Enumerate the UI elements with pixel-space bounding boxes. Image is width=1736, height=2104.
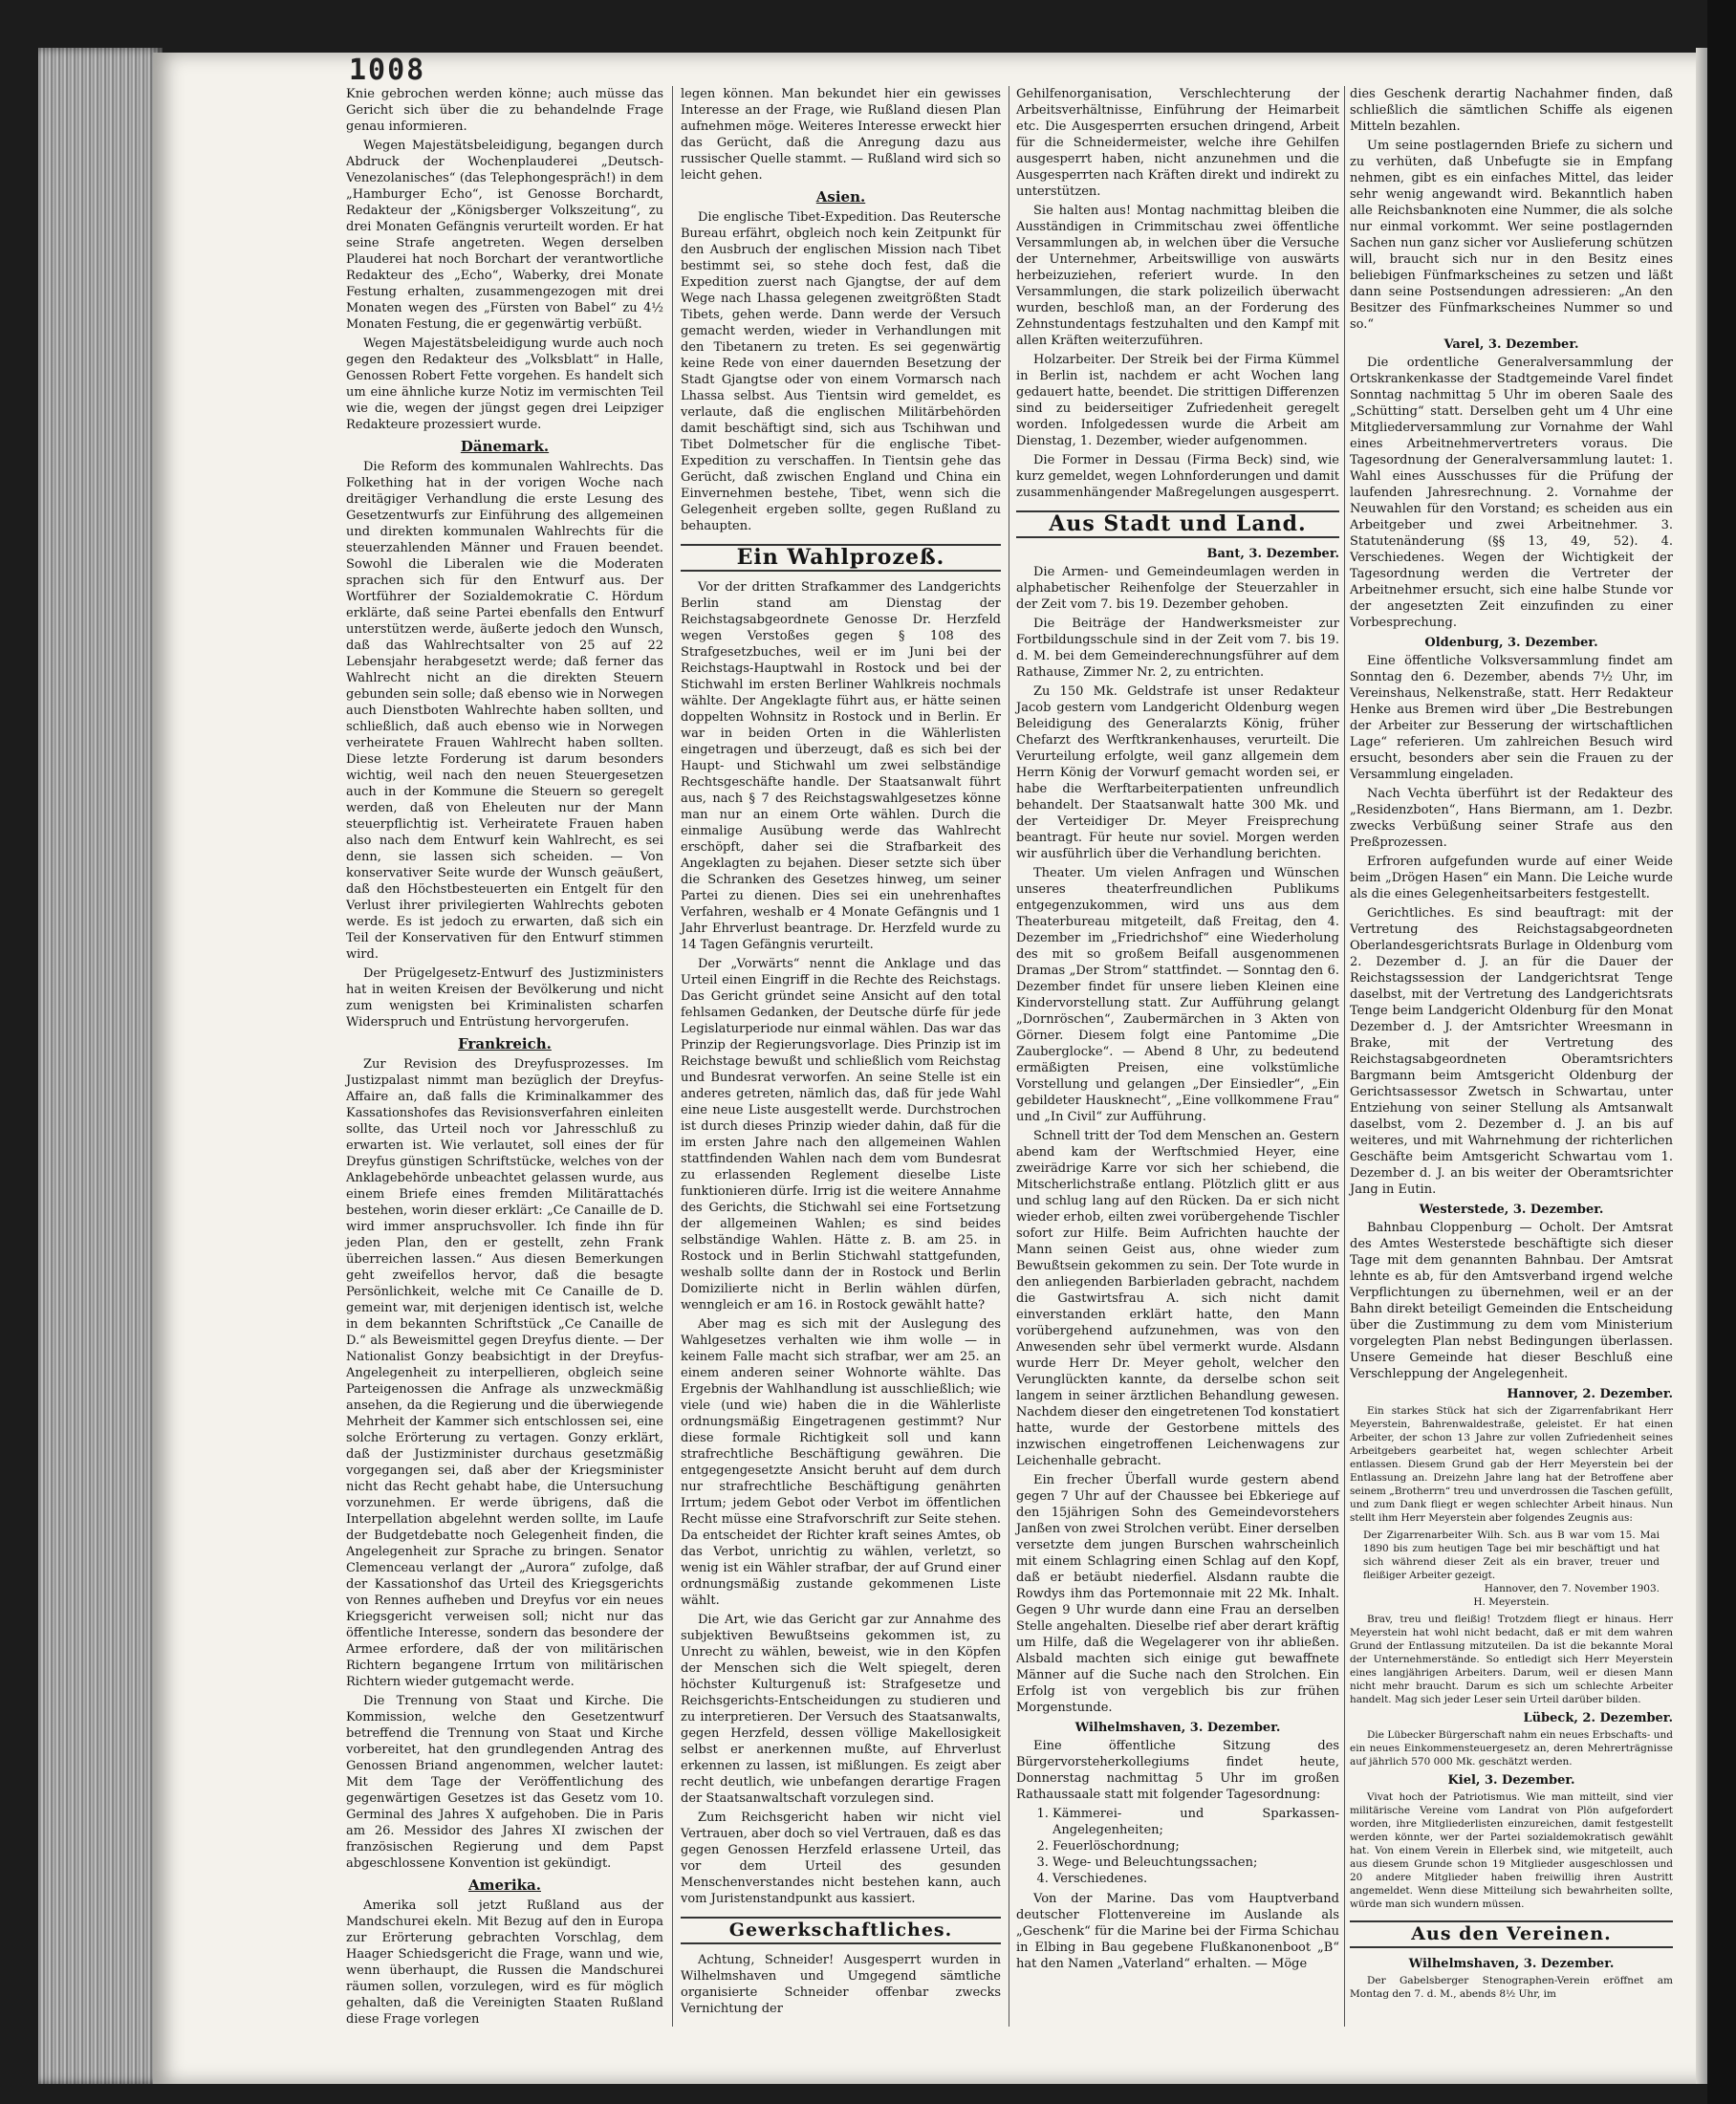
paragraph: Ein starkes Stück hat sich der Zigarrenfabrikant Herr Meyerstein, Bahrenwaldestraße, geleistet. Er hat einen Arbeiter, der schon 13 Jahre zur vollen Zufriedenheit seines Arbeitgebers gearbeitet hat, wegen schlechter Arbeit entlassen. Diesem Grund gab der Herr Meyerstein bei der Entlassung an. Dreizehn Jahre lang hat der Betroffene aber seinem „Brotherrn“ treu und unverdrossen die Taschen gefüllt, und zum Dank fliegt er wegen schlechter Arbeit hinaus. Nun stellt ihm Herr Meyerstein aber folgendes Zeugnis aus: [1350,1405,1673,1524]
list-item: 2. Feuerlöschordnung; [1052,1838,1339,1855]
paragraph: Der „Vorwärts“ nennt die Anklage und das Urteil einen Eingriff in die Rechte des Reichstags. Das Gericht gründet seine Ansicht auf den total fehlsamen Gedanken, der Deutsche dürfe für jede Legislaturperiode nur einmal wählen. Das war das Prinzip der Regierungsvorlage. Dies Prinzip ist im Reichstage bewußt und schließlich vom Reichstag und Bundesrat verworfen. An seine Stelle ist ein anderes getreten, nämlich das, daß für jede Wahl eine neue Liste ausgestellt werde. Durchstrochen ist durch dieses Prinzip wieder dahin, daß für die im ersten Jahre nach den allgemeinen Wahlen stattfindenden Wahlen nach dem vom Bundesrat zu erlassenden Reglement dieselbe Liste funktionieren dürfe. Irrig ist die weitere Annahme des Gerichts, die Stichwahl sei eine Fortsetzung der allgemeinen Wahlen; es sind beides selbständige Wahlen. Hätte z. B. am 25. in Rostock und in Berlin Stichwahl stattgefunden, weshalb sollte dann der in Rostock und Berlin Domizilierte nicht in Berlin wählen dürfen, wenngleich er am 16. in Rostock gewählt hatte? [681,957,1001,1312]
section-heading: Frankreich. [458,1035,552,1052]
paragraph: Holzarbeiter. Der Streik bei der Firma Kümmel in Berlin ist, nachdem er acht Wochen lang gedauert hatte, beendet. Die strittigen Differenzen sind zu beiderseitiger Zufriedenheit geregelt worden. Infolgedessen wurde die Arbeit am Dienstag, 1. Dezember, wieder aufgenommen. [1016,353,1339,448]
section-heading: Amerika. [468,1876,541,1894]
paragraph: Die Former in Dessau (Firma Beck) sind, wie kurz gemeldet, wegen Lohnforderungen und damit zusammenhängender Maßregelungen ausgesperrt. [1016,453,1339,500]
paragraph: Sie halten aus! Montag nachmittag bleiben die Ausständigen in Crimmitschau zwei öffentliche Versammlungen ab, in welchen über die Versuche der Unternehmer, Arbeitswillige von auswärts herbeizuziehen, referiert wurde. In den Versammlungen, die stark polizeilich überwacht wurden, beschloß man, an der Forderung des Zehnstundentags festzuhalten und den Kampf mit allen Kräften weiterzuführen. [1016,204,1339,348]
dateline: Kiel, 3. Dezember. [1447,1773,1575,1788]
dateline: Lübeck, 2. Dezember. [1523,1711,1673,1725]
article-headline: Ein Wahlprozeß. [681,544,1001,572]
paragraph: Zum Reichsgericht haben wir nicht viel Vertrauen, aber doch so viel Vertrauen, daß es das gegen Genossen Herzfeld erlassene Urteil, das vor dem Urteil des gesunden Menschenverstandes nicht bestehen kann, auch vom Juristenstandpunkt aus kassiert. [681,1811,1001,1906]
quoted-certificate [1363,1529,1660,1609]
column-3 [1016,86,1339,1975]
paragraph: Der Gabelsberger Stenographen-Verein eröffnet am Montag den 7. d. M., abends 8½ Uhr, im [1350,1975,1673,2000]
dateline: Wilhelmshaven, 3. Dezember. [1408,1957,1615,1971]
list-item: 1. Kämmerei- und Sparkassen-Angelegenheiten; [1052,1806,1339,1838]
paragraph: Ein frecher Überfall wurde gestern abend gegen 7 Uhr auf der Chaussee bei Ebkeriege auf den 15jährigen Sohn des Gemeindevorstehers Janßen von zwei Strolchen verübt. Einer derselben versetzte dem jungen Burschen wahrscheinlich mit einem Schlagring einen Schlag auf den Kopf, daß er betäubt niederfiel. Alsdann raubte die Rowdys ihm das Portemonnaie mit 22 Mk. Inhalt. Gegen 9 Uhr wurde dann eine Frau an derselben Stelle angehalten. Dieselbe rief aber derart kräftig um Hilfe, daß die Wegelagerer von ihr abließen. Alsbald machten sich einige gut bewaffnete Männer auf die Suche nach den Strolchen. Ein Erfolg ist von vergeblich bis zur frühen Morgenstunde. [1016,1473,1339,1715]
paragraph: Die Reform des kommunalen Wahlrechts. Das Folkething hat in der vorigen Woche nach dreitägiger Verhandlung die erste Lesung des Gesetzentwurfs zur Einführung des allgemeinen und direkten kommunalen Wahlrechts für die steuerzahlenden Männer und Frauen beendet. Sowohl die Liberalen wie die Moderaten sprachen sich für den Entwurf aus. Der Wortführer der Sozialdemokratie C. Hördum erklärte, daß seine Partei ebenfalls den Entwurf unterstützen werde, äußerte jedoch den Wunsch, daß das Wahlrechtsalter von 25 auf 22 Lebensjahr herabgesetzt werde; daß ferner das Wahlrecht nicht an die direkten Steuern gebunden sein solle; daß ebenso wie in Norwegen auch Dienstboten Wahlrechte haben sollten, und schließlich, daß auch ebenso wie in Norwegen verheiratete Frauen Wahlrecht haben sollten. Diese letzte Forderung ist darum besonders wichtig, weil nach den neuen Steuergesetzen auch in der Kommune die Steuern so geregelt werden, daß von Eheleuten nur der Mann steuerpflichtig ist. Verheiratete Frauen haben also nach dem Entwurf kein Wahlrecht, es sei denn, sie lassen sich scheiden. — Von konservativer Seite wurde der Wunsch geäußert, daß den Höchstbesteuerten ein Entgelt für den Verlust ihrer privilegierten Wahlrechts geboten werde. Es ist jedoch zu erwarten, daß sich ein Teil der Konservativen für den Entwurf stimmen wird. [346,460,663,962]
paragraph: Knie gebrochen werden könne; auch müsse das Gericht sich über die zu behandelnde Frage genau informieren. [346,87,663,134]
right-page-edge [1696,48,1707,2084]
paragraph: Um seine postlagernden Briefe zu sichern und zu verhüten, daß Unbefugte sie in Empfang nehmen, gibt es ein einfaches Mittel, das leider sehr wenig angewandt wird. Bekanntlich haben alle Reichsbanknoten eine Nummer, die als solche nur einmal vorkommt. Wer seine postlagernden Sachen nun ganz sicher vor Auslieferung schützen will, braucht sich nur in den Besitz eines beliebigen Fünfmarkscheines zu setzen und läßt dann seine Postsendungen adressieren: „An den Besitzer des Fünfmarkscheines Nummer so und so.“ [1350,139,1673,332]
paragraph: Die Lübecker Bürgerschaft nahm ein neues Erbschafts- und ein neues Einkommensteuergesetz an, deren Mehrerträgnisse auf jährlich 570 000 Mk. geschätzt werden. [1350,1729,1673,1768]
section-heading: Dänemark. [460,438,550,455]
column-1 [346,86,663,2030]
agenda-list [1016,1806,1339,1887]
list-item: 4. Verschiedenes. [1052,1871,1339,1887]
paragraph: Vor der dritten Strafkammer des Landgerichts Berlin stand am Dienstag der Reichstagsabgeordnete Genosse Dr. Herzfeld wegen Verstoßes gegen § 108 des Strafgesetzbuches, weil er im Juni bei der Reichstags-Hauptwahl in Rostock und bei der Stichwahl im ersten Berliner Wahlkreis nochmals wählte. Der Angeklagte führt aus, er hätte seinen doppelten Wohnsitz in Rostock und in Berlin. Er war in beiden Orten in die Wählerlisten eingetragen und überzeugt, daß es sich bei der Haupt- und Stichwahl um zwei selbständige Rechtsgeschäfte handle. Der Staatsanwalt führt aus, nach § 7 des Reichstagswahlgesetzes könne man nur an einem Orte wählen. Durch die einmalige Ausübung werde das Wahlrecht erschöpft, daher sei die Strafbarkeit des Angeklagten zu bejahen. Dieser setzte sich über die Schranken des Gesetzes hinweg, um seiner Partei zu dienen. Dies sei ein unehrenhaftes Verfahren, weshalb er 4 Monate Gefängnis und 1 Jahr Ehrverlust beantrage. Dr. Herzfeld wurde zu 14 Tagen Gefängnis verurteilt. [681,580,1001,952]
book-page-edges [38,48,163,2084]
paragraph: Amerika soll jetzt Rußland aus der Mandschurei ekeln. Mit Bezug auf den in Europa zur Erörterung gebrachten Vorschlag, dem Haager Schiedsgericht die Frage, wann und wie, wenn überhaupt, die Russen die Mandschurei räumen sollen, vorzulegen, wird es für möglich gehalten, daß die Vereinigten Staaten Rußland diese Frage vorlegen [346,1898,663,2027]
certificate-text: Der Zigarrenarbeiter Wilh. Sch. aus B war vom 15. Mai 1890 bis zum heutigen Tage bei mir beschäftigt und hat sich während dieser Zeit als ein braver, treuer und fleißiger Arbeiter gezeigt. [1363,1529,1660,1581]
paragraph: Die Armen- und Gemeindeumlagen werden in alphabetischer Reihenfolge der Steuerzahler in der Zeit vom 7. bis 19. Dezember gehoben. [1016,565,1339,612]
dateline: Hannover, 2. Dezember. [1507,1387,1673,1401]
certificate-signature: H. Meyerstein. [1473,1596,1550,1608]
paragraph: Eine öffentliche Sitzung des Bürgervorsteherkollegiums findet heute, Donnerstag nachmittag 5 Uhr im großen Rathaussaale statt mit folgender Tagesordnung: [1016,1739,1339,1802]
column-divider [1344,86,1345,2027]
paragraph: Gerichtliches. Es sind beauftragt: mit der Vertretung des Reichstagsabgeordneten Oberlandesgerichtsrats Burlage in Oldenburg vom 2. Dezember d. J. an für die Dauer der Reichstagssession der Landgerichtsrat Tenge daselbst, mit der Vertretung des Landgerichtsrats Tenge beim Landgericht Oldenburg für den Monat Dezember d. J. der Amtsrichter Wreesmann in Brake, mit der Vertretung des Reichstagsabgeordneten Oberamtsrichters Bargmann beim Amtsgericht Oldenburg der Gerichtsassessor Zwetsch in Schwartau, unter Entziehung von seiner Stellung als Amtsanwalt daselbst, vom 2. Dezember d. J. an bis auf weiteres, und mit Wahrnehmung der richterlichen Geschäfte beim Amtsgericht Schwartau vom 1. Dezember d. J. an bis weiter der Oberamtsrichter Jang in Eutin. [1350,906,1673,1197]
paragraph: Gehilfenorganisation, Verschlechterung der Arbeitsverhältnisse, Einführung der Heimarbeit etc. Die Ausgesperrten ersuchen dringend, Arbeit für die Schneidermeister, welche ihre Gehilfen ausgesperrt haben, nicht anzunehmen und die Ausgesperrten nach Kräften direkt und indirekt zu unterstützen. [1016,87,1339,199]
paragraph: Die Art, wie das Gericht gar zur Annahme des subjektiven Bewußtseins gekommen ist, zu Unrecht zu wählen, beweist, wie in den Köpfen der Menschen sich die Welt spiegelt, deren höchster Kulturgenuß ist: Strafgesetze und Reichsgerichts-Entscheidungen zu studieren und zu interpretieren. Der Versuch des Staatsanwalts, gegen Herzfeld, dessen völlige Makellosigkeit selbst er anerkennen mußte, auf Ehrverlust erkennen zu lassen, ist mißlungen. Es zeigt aber recht deutlich, wie unbefangen derartige Fragen der Staatsanwaltschaft vorzulegen sind. [681,1613,1001,1806]
paragraph: dies Geschenk derartig Nachahmer finden, daß schließlich die sämtlichen Schiffe als eigenen Mitteln bezahlen. [1350,87,1673,134]
dateline: Westerstede, 3. Dezember. [1419,1203,1604,1217]
paragraph: Von der Marine. Das vom Hauptverband deutscher Flottenvereine im Auslande als „Geschenk“ für die Marine bei der Firma Schichau in Elbing in Bau gegebene Flußkanonenboot „B“ hat den Namen „Vaterland“ erhalten. — Möge [1016,1892,1339,1971]
paragraph: Eine öffentliche Volksversammlung findet am Sonntag den 6. Dezember, abends 7½ Uhr, im Vereinshaus, Nelkenstraße, statt. Herr Redakteur Henke aus Bremen wird über „Die Bestrebungen der Arbeiter zur Besserung der wirtschaftlichen Lage“ referieren. Um zahlreichen Besuch wird ersucht, besonders aber sein die Frauen zu der Versammlung eingeladen. [1350,654,1673,782]
article-headline: Aus den Vereinen. [1350,1920,1673,1948]
paragraph: Vivat hoch der Patriotismus. Wie man mitteilt, sind vier militärische Vereine vom Landrat von Plön aufgefordert worden, ihre Mitgliederlisten einzureichen, damit festgestellt werden könnte, wer der Partei sozialdemokratisch gewählt hat. Von einem Verein in Ellerbek sind, wie mitgeteilt, auch aus diesem Grunde schon 19 Mitglieder ausgeschlossen und 20 andere Mitglieder haben freiwillig ihren Austritt angemeldet. Wenn diese Mitteilung sich bewahrheiten sollte, würde man sich wundern müssen. [1350,1791,1673,1910]
dateline: Wilhelmshaven, 3. Dezember. [1074,1721,1281,1735]
paragraph: Wegen Majestätsbeleidigung wurde auch noch gegen den Redakteur des „Volksblatt“ in Halle, Genossen Robert Fette vorgehen. Es handelt sich um eine ähnliche kurze Notiz im vermischten Teil wie die, wegen der jüngst gegen drei Leipziger Redakteure prozessiert wurde. [346,336,663,432]
paragraph: Der Prügelgesetz-Entwurf des Justizministers hat in weiten Kreisen der Bevölkerung und nicht zum wenigsten bei Kriminalisten scharfen Widerspruch und Entrüstung hervorgerufen. [346,966,663,1030]
paragraph: Schnell tritt der Tod dem Menschen an. Gestern abend kam der Werftschmied Heyer, eine zweirädrige Karre vor sich her schiebend, die Mitscherlichstraße entlang. Plötzlich glitt er aus und schlug lang auf den Rücken. Da er sich nicht wieder erhob, eilten zwei vorübergehende Tischler sofort zur Hilfe. Beim Aufrichten hauchte der Mann seinen Geist aus, ohne wieder zum Bewußtsein gekommen zu sein. Der Tote wurde in den anliegenden Barbierladen gebracht, nachdem die Gastwirtsfrau A. sich nicht damit einverstanden erklärt hatte, den Mann vorübergehend aufzunehmen, was von den Anwesenden sehr übel vermerkt wurde. Alsdann wurde Herr Dr. Meyer geholt, welcher den Verunglückten kannte, da derselbe schon seit langem in seiner ärztlichen Behandlung gewesen. Nachdem dieser den eingetretenen Tod konstatiert hatte, wurde der Gestorbene mittels des inzwischen eingetroffenen Leichenwagens zur Leichenhalle gebracht. [1016,1129,1339,1468]
dateline: Varel, 3. Dezember. [1443,337,1579,352]
paragraph: Die Trennung von Staat und Kirche. Die Kommission, welche den Gesetzentwurf betreffend die Trennung von Staat und Kirche vorbereitet, hat den grundlegenden Antrag des Genossen Briand angenommen, welcher lautet: Mit dem Tage der Veröffentlichung des gegenwärtigen Gesetzes ist das Gesetz vom 10. Germinal des Jahres X aufgehoben. Die in Paris am 26. Messidor des Jahres XI zwischen der französischen Regierung und dem Papst abgeschlossene Konvention ist gekündigt. [346,1694,663,1871]
paragraph: legen können. Man bekundet hier ein gewisses Interesse an der Frage, wie Rußland diesen Plan aufnehmen möge. Weiteres Interesse erweckt hier das Gerücht, daß die Anregung dazu aus russischer Quelle stammt. — Rußland wird sich so leicht gehen. [681,87,1001,183]
paragraph: Die Beiträge der Handwerksmeister zur Fortbildungsschule sind in der Zeit vom 7. bis 19. d. M. bei dem Gemeinderechnungsführer auf dem Rathause, Zimmer Nr. 2, zu entrichten. [1016,617,1339,680]
list-item: 3. Wege- und Beleuchtungssachen; [1052,1855,1339,1871]
section-heading: Asien. [815,188,866,206]
paragraph: Die ordentliche Generalversammlung der Ortskrankenkasse der Stadtgemeinde Varel findet Sonntag nachmittag 5 Uhr im oberen Saale des „Schütting“ statt. Derselben geht um 4 Uhr eine Mitgliederversammlung zur Vornahme der Wahl eines Arbeitnehmervertreters voraus. Die Tagesordnung der Generalversammlung lautet: 1. Wahl eines Ausschusses für die Prüfung der laufenden Jahresrechnung. 2. Vornahme der Neuwahlen für den Vorstand; es scheiden aus ein Arbeitgeber und zwei Arbeitnehmer. 3. Statutenänderung (§§ 13, 49, 52). 4. Verschiedenes. Wegen der Wichtigkeit der Tagesordnung werden die Vertreter der Arbeitnehmer ersucht, sich eine halbe Stunde vor der angesetzten Zeit einzufinden zu einer Vorbesprechung. [1350,356,1673,630]
dateline: Bant, 3. Dezember. [1206,547,1339,561]
paragraph: Die englische Tibet-Expedition. Das Reutersche Bureau erfährt, obgleich noch kein Zeitpunkt für den Ausbruch der englischen Mission nach Tibet bestimmt sei, so stehe doch fest, daß die Expedition zuerst nach Gjangtse, der auf dem Wege nach Lhassa gelegenen zweitgrößten Stadt Tibets, gehen werde. Dann werde der Versuch gemacht werden, wieder in Verhandlungen mit den Tibetanern zu treten. Es sei gegenwärtig keine Rede von einer dauernden Besetzung der Stadt Gjangtse oder von einem Vormarsch nach Lhassa selbst. Aus Tientsin wird gemeldet, es verlaute, daß die englischen Militärbehörden damit beschäftigt sind, sich aus Tschihwan und Tibet Dolmetscher für die englische Tibet-Expedition zu verschaffen. In Tientsin gehe das Gerücht, daß zwischen England und China ein Einvernehmen bestehe, Tibet, wenn sich die Gelegenheit ergeben sollte, gegen Rußland zu behaupten. [681,210,1001,533]
scan-border [1707,0,1736,2104]
paragraph: Bahnbau Cloppenburg — Ocholt. Der Amtsrat des Amtes Westerstede beschäftigte sich dieser Tage mit dem genannten Bahnbau. Der Amtsrat lehnte es ab, für den Amtsverband irgend welche Verpflichtungen zu übernehmen, weil er an der Bahn direkt beteiligt Gemeinden die Entscheidung über die Zustimmung zu dem vom Ministerium vorgelegten Plan nebst Bedingungen überlassen. Unsere Gemeinde hat dieser Beschluß eine Verschleppung der Angelegenheit. [1350,1221,1673,1381]
article-headline: Aus Stadt und Land. [1016,510,1339,538]
paragraph: Brav, treu und fleißig! Trotzdem fliegt er hinaus. Herr Meyerstein hat wohl nicht bedacht, daß er mit dem wahren Grund der Entlassung mitzuteilen. Da ist die bekannte Moral der Unternehmerstände. So entledigt sich Herr Meyerstein eines langjährigen Arbeiters. Darum, weil er diesen Mann nicht mehr braucht. Darum es sich um schlechte Arbeiter handelt. Mag sich jeder Leser sein Urteil darüber bilden. [1350,1614,1673,1705]
paragraph: Aber mag es sich mit der Auslegung des Wahlgesetzes verhalten wie ihm wolle — in keinem Falle macht sich strafbar, wer am 25. an einem anderen seiner Wohnorte wählte. Das Ergebnis der Wahlhandlung ist ausschließlich; wie viele (und wie) haben die in die Wählerliste ordnungsmäßig Eingetragenen gestimmt? Nur diese formale Richtigkeit soll und kann strafrechtliche Beschäftigung gewähren. Die entgegengesetzte Ansicht beruht auf dem durch nur strafrechtliche Beschäftigung genährten Irrtum; jedem Gebot oder Verbot im öffentlichen Recht müsse eine Strafvorschrift zur Seite stehen. Da entscheidet der Richter kraft seines Amtes, ob das Verbot, unrichtig zu wählen, verletzt, so wenig ist ein Wähler strafbar, der auf Grund einer ordnungsmäßig zustande gekommenen Liste wählt. [681,1317,1001,1608]
paragraph: Achtung, Schneider! Ausgesperrt wurden in Wilhelmshaven und Umgegend sämtliche organisierte Schneider offenbar zwecks Vernichtung der [681,1953,1001,2016]
paragraph: Wegen Majestätsbeleidigung, begangen durch Abdruck der Wochenplauderei „Deutsch-Venezolanisches“ (das Telephongespräch!) in dem „Hamburger Echo“, ist Genosse Borchardt, Redakteur der „Königsberger Volkszeitung“, zu drei Monaten Gefängnis verurteilt worden. Er hat seine Strafe angetreten. Wegen derselben Plauderei hat noch Borchart der verantwortliche Redakteur des „Echo“, Waberky, drei Monate Festung erhalten, zusammengezogen mit drei Monaten wegen des „Fürsten von Babel“ zu 4½ Monaten Festung, die er gegenwärtig verbüßt. [346,139,663,332]
paragraph: Zur Revision des Dreyfusprozesses. Im Justizpalast nimmt man bezüglich der Dreyfus-Affaire an, daß falls die Kriminalkammer des Kassationshofes das Revisionsverfahren einleiten sollte, das Urteil noch vor Jahresschluß zu erwarten ist. Wie verlautet, soll eines der für Dreyfus günstigen Schriftstücke, welches von der Anklagebehörde unbeachtet gelassen wurde, aus einem Briefe eines fremden Militärattachés bestehen, worin dieser erklärt: „Ce Canaille de D. wird immer anspruchsvoller. Ich finde ihn für jeden Plan, den er gestellt, zehn Frank überreichen lassen.“ Aus diesen Bemerkungen geht zweifellos hervor, daß die besagte Persönlichkeit, welche mit Ce Canaille de D. gemeint war, mit derjenigen identisch ist, welche in dem bekannten Schriftstück „Ce Canaille de D.“ als Beweismittel gegen Dreyfus diente. — Der Nationalist Gonzy beabsichtigt in der Dreyfus-Angelegenheit zu interpellieren, obgleich seine Parteigenossen die Anfrage als unzweckmäßig ansehen, da die Regierung und die überwiegende Mehrheit der Kammer sich entschlossen sei, eine solche Erörterung zu vertagen. Gonzy erklärt, daß der Justizminister durchaus gesetzmäßig vorgegangen sei, daß aber der Kriegsminister nicht das Recht gehabt habe, die Untersuchung vorzunehmen. Er werde übrigens, daß die Interpellation abgelehnt werden sollte, im Laufe der Budgetdebatte noch Gelegenheit finden, die Angelegenheit zur Sprache zu bringen. Senator Clemenceau verlangt der „Aurora“ zufolge, daß der Kassationshof das Urteil des Kriegsgerichts von Rennes aufheben und Dreyfus vor ein neues Kriegsgericht verweisen soll; nicht nur das öffentliche Interesse, sondern das besondere der Armee erfordere, daß der von militärischen Richtern begangene Irrtum von militärischen Richtern wieder gutgemacht werde. [346,1057,663,1689]
page-number: 1008 [349,54,426,87]
column-4 [1350,86,1673,2004]
dateline: Oldenburg, 3. Dezember. [1424,636,1598,650]
paragraph: Erfroren aufgefunden wurde auf einer Weide beim „Drögen Hasen“ ein Mann. Die Leiche wurde als die eines Gelegenheitsarbeiters festgestellt. [1350,855,1673,901]
column-divider [672,86,673,2027]
paragraph: Zu 150 Mk. Geldstrafe ist unser Redakteur Jacob gestern vom Landgericht Oldenburg wegen Beleidigung des Generalarzts König, früher Chefarzt des Werftkrankenhauses, verurteilt. Die Verurteilung erfolgte, weil ganz allgemein dem Herrn König der Vorwurf gemacht worden sei, er habe die Werftarbeiterpatienten unfreundlich behandelt. Der Staatsanwalt hatte 300 Mk. und der Verteidiger Dr. Meyer Freisprechung beantragt. Für heute nur soviel. Morgen werden wir ausführlich über die Verhandlung berichten. [1016,684,1339,861]
article-headline: Gewerkschaftliches. [681,1917,1001,1944]
paragraph: Theater. Um vielen Anfragen und Wünschen unseres theaterfreundlichen Publikums entgegenzukommen, wird uns aus dem Theaterbureau mitgeteilt, daß Freitag, den 4. Dezember im „Friedrichshof“ eine Wiederholung des mit so großem Beifall ausgenommenen Dramas „Der Strom“ stattfindet. — Sonntag den 6. Dezember findet für unsere lieben Kleinen eine Kindervorstellung statt. Zur Aufführung gelangt „Dornröschen“, Zaubermärchen in 3 Akten von Görner. Diesem folgt eine Pantomime „Die Zauberglocke“. — Abend 8 Uhr, zu bedeutend ermäßigten Preisen, eine volkstümliche Vorstellung und gelangen „Der Einsiedler“, „Ein gebildeter Hausknecht“, „Eine vollkommene Frau“ und „In Civil“ zur Aufführung. [1016,866,1339,1124]
certificate-date: Hannover, den 7. November 1903. [1484,1583,1660,1594]
paragraph: Nach Vechta überführt ist der Redakteur des „Residenzboten“, Hans Biermann, am 1. Dezbr. zwecks Verbüßung seiner Strafe aus den Preßprozessen. [1350,787,1673,850]
column-2 [681,86,1001,2020]
